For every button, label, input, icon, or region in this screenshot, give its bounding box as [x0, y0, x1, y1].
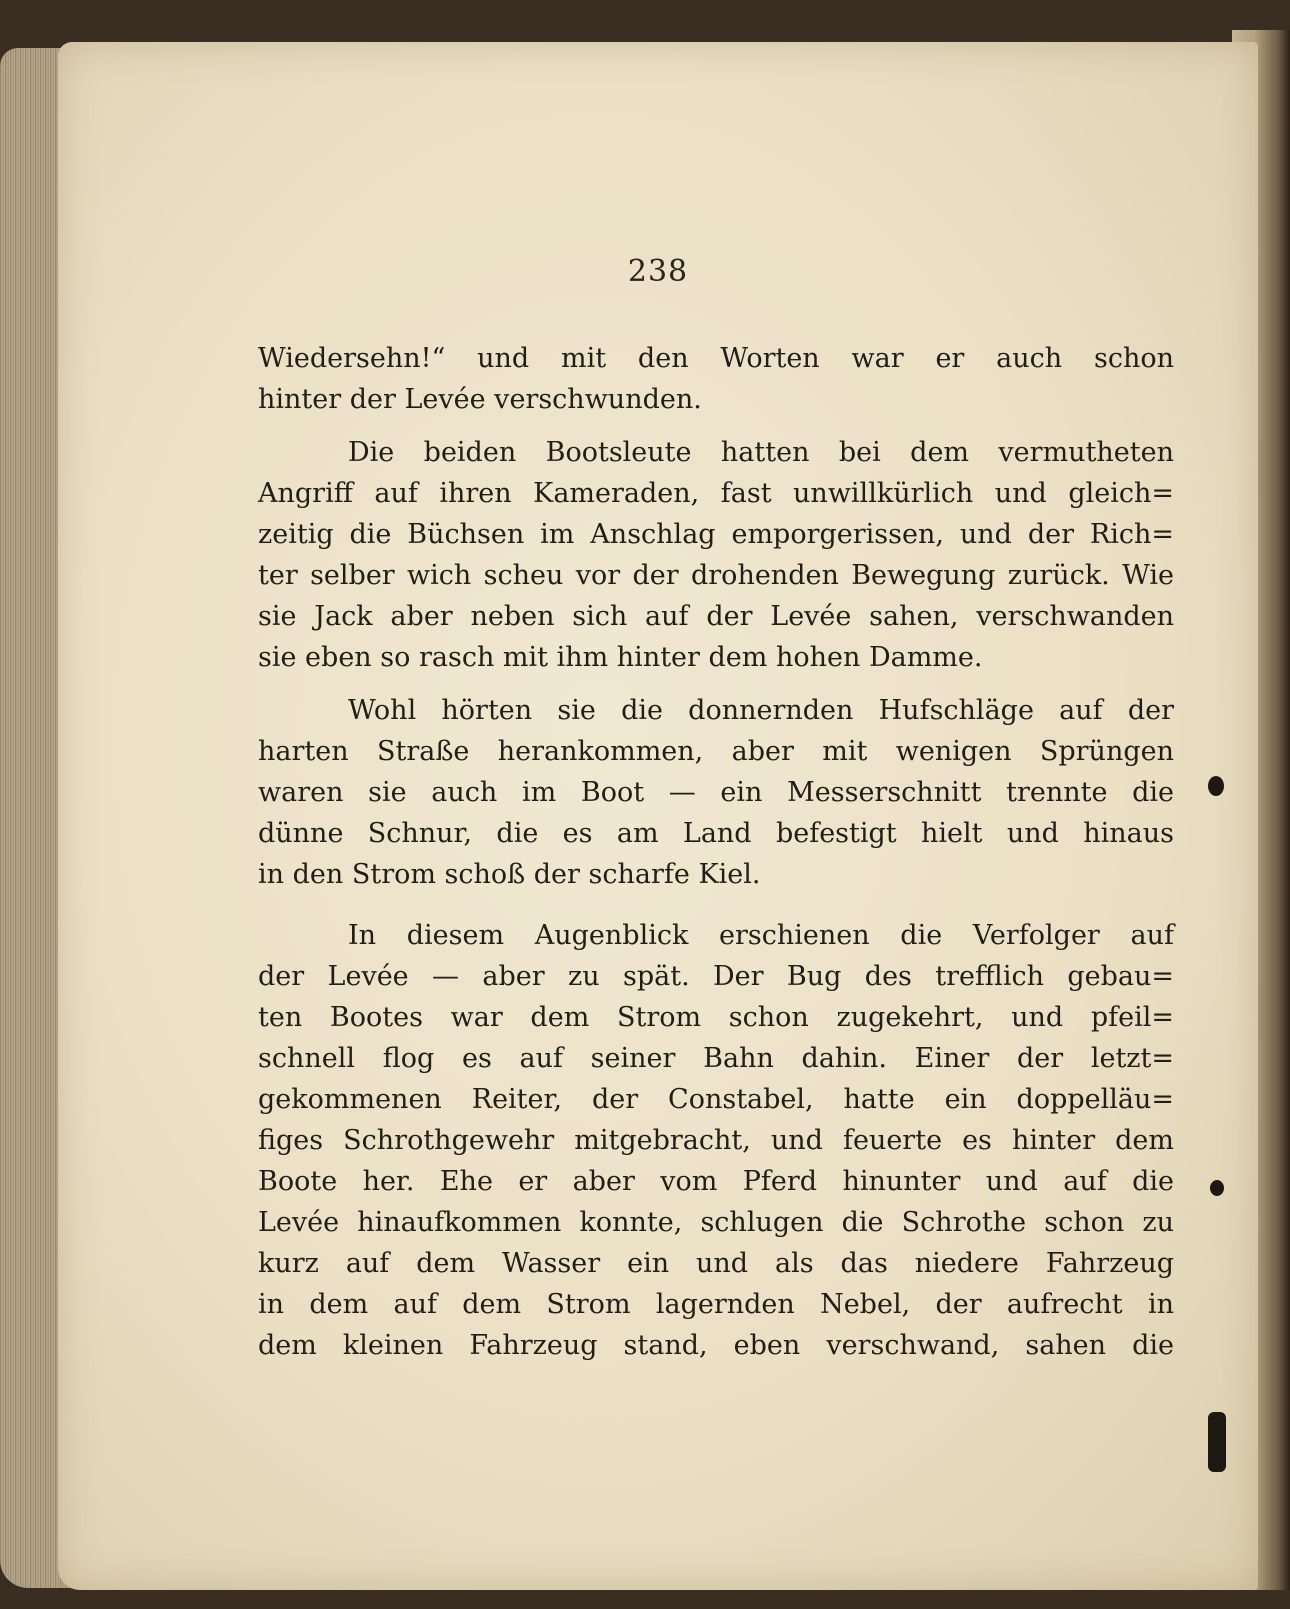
text-line: Die beiden Bootsleute hatten bei dem vermutheten [348, 437, 1174, 468]
paragraph [258, 915, 1174, 1366]
text-line: ter selber wich scheu vor der drohenden Bewegung zurück. Wie [258, 560, 1174, 591]
text-line: kurz auf dem Wasser ein und als das niedere Fahrzeug [258, 1248, 1174, 1279]
text-line: ten Bootes war dem Strom schon zugekehrt, und pfeil= [258, 1002, 1174, 1033]
ink-stain [1208, 776, 1224, 796]
text-line: der Levée — aber zu spät. Der Bug des trefflich gebau= [258, 961, 1174, 992]
text-line: Wohl hörten sie die donnernden Hufschläge auf der [348, 695, 1174, 726]
text-line: gekommenen Reiter, der Constabel, hatte ein doppelläu= [258, 1084, 1174, 1115]
text-line: harten Straße herankommen, aber mit wenigen Sprüngen [258, 736, 1174, 767]
text-line: waren sie auch im Boot — ein Messerschnitt trennte die [258, 777, 1174, 808]
text-line: dünne Schnur, die es am Land befestigt hielt und hinaus [258, 818, 1174, 849]
text-line: Wiedersehn!“ und mit den Worten war er auch schon [258, 343, 1174, 374]
ink-stain [1208, 1412, 1226, 1472]
text-line: Angriff auf ihren Kameraden, fast unwillkürlich und gleich= [258, 478, 1174, 509]
text-line: in den Strom schoß der scharfe Kiel. [258, 859, 761, 890]
text-line: Boote her. Ehe er aber vom Pferd hinunter und auf die [258, 1166, 1174, 1197]
text-line: Levée hinaufkommen konnte, schlugen die Schrothe schon zu [258, 1207, 1174, 1238]
text-line: dem kleinen Fahrzeug stand, eben verschwand, sahen die [258, 1330, 1174, 1361]
text-line: schnell flog es auf seiner Bahn dahin. Einer der letzt= [258, 1043, 1174, 1074]
text-line: zeitig die Büchsen im Anschlag emporgerissen, und der Rich= [258, 519, 1174, 550]
ink-stain [1210, 1180, 1224, 1196]
text-line: figes Schrothgewehr mitgebracht, und feuerte es hinter dem [258, 1125, 1174, 1156]
text-line: in dem auf dem Strom lagernden Nebel, der aufrecht in [258, 1289, 1174, 1320]
paragraph [258, 338, 1174, 420]
paragraph [258, 432, 1174, 678]
paragraph [258, 690, 1174, 895]
text-line: In diesem Augenblick erschienen die Verfolger auf [348, 920, 1174, 951]
body-text [258, 338, 1174, 1366]
page-number: 238 [627, 254, 689, 289]
text-line: sie Jack aber neben sich auf der Levée sahen, verschwanden [258, 601, 1174, 632]
text-line: sie eben so rasch mit ihm hinter dem hohen Damme. [258, 642, 983, 673]
book-page [58, 42, 1258, 1590]
text-line: hinter der Levée verschwunden. [258, 384, 702, 415]
